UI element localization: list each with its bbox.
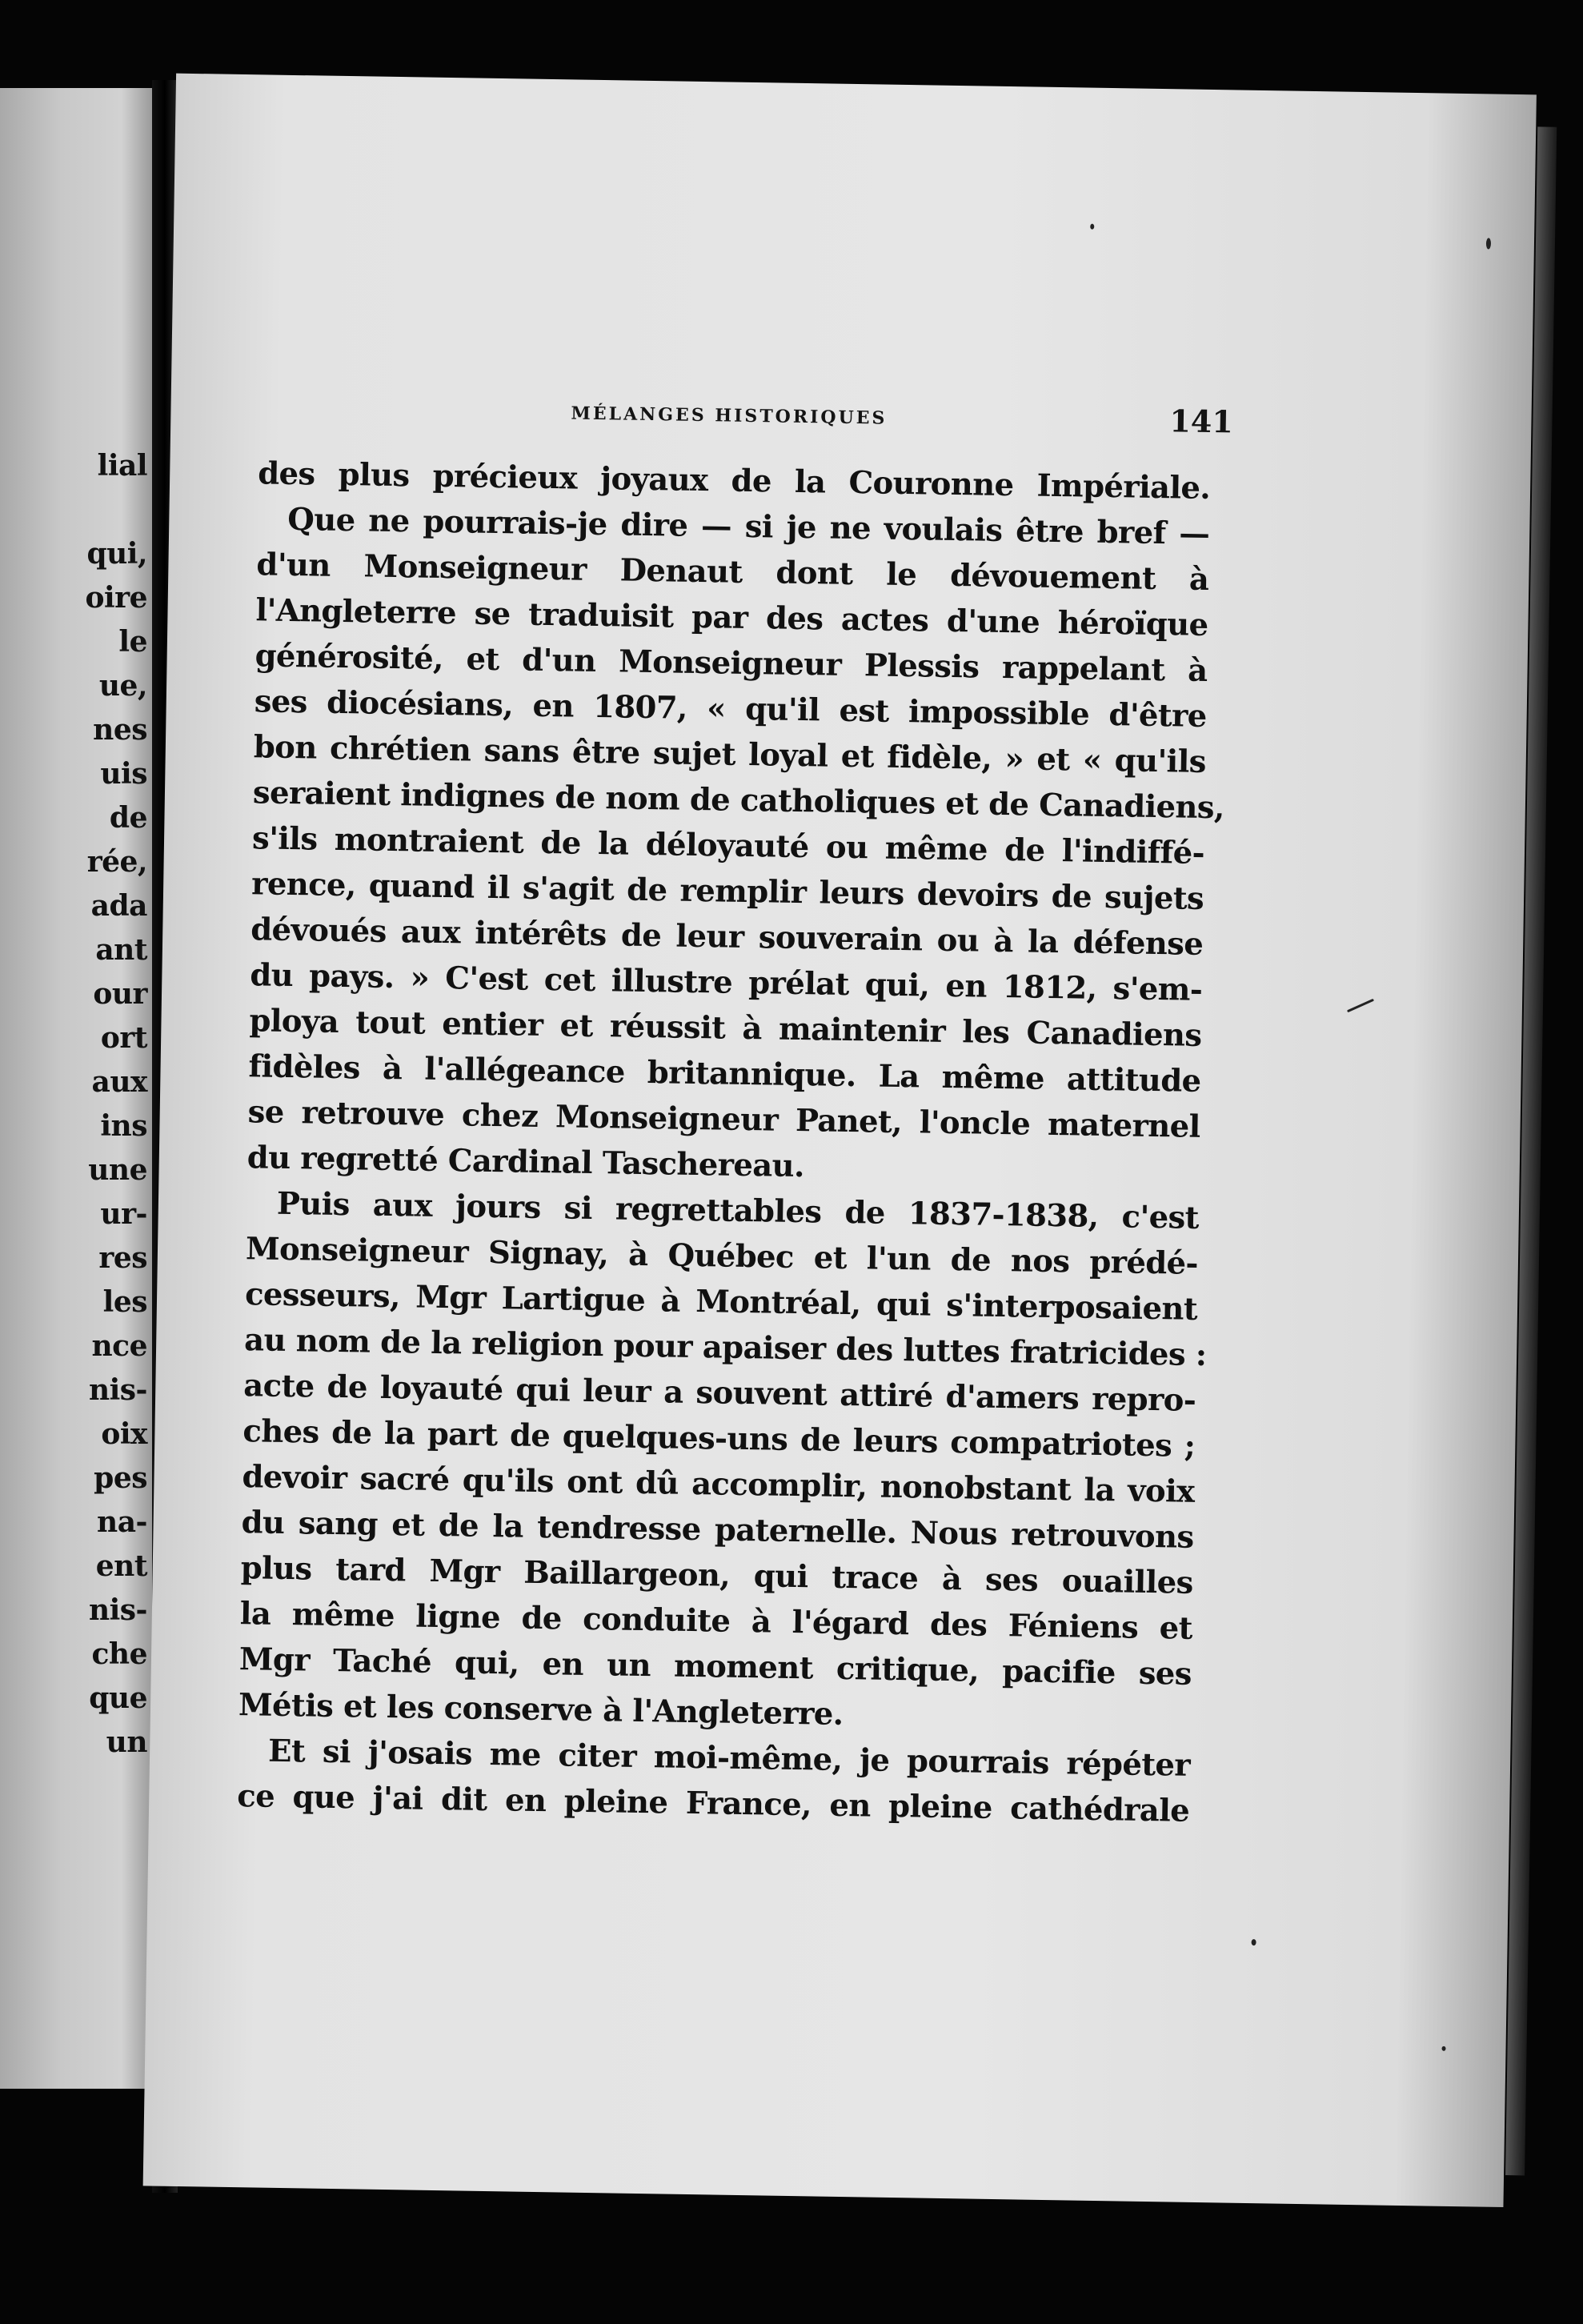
- left-fragment: ada: [90, 889, 147, 923]
- text-line: s'ils montraient de la déloyauté ou même de l'indiffé-: [251, 820, 1205, 872]
- left-fragment: uis: [100, 757, 147, 791]
- text-line: la même ligne de conduite à l'égard des Féniens et: [239, 1596, 1193, 1647]
- text-line: seraient indignes de nom de catholiques et de Canadiens,: [252, 775, 1225, 827]
- text-line: du pays. » C'est cet illustre prélat qui, en 1812, s'em-: [250, 957, 1203, 1008]
- text-line: Métis et les conserve à l'Angleterre.: [238, 1687, 844, 1733]
- scan-speck: [1486, 238, 1491, 249]
- text-line: ce que j'ai dit en pleine France, en pleine cathédrale: [236, 1778, 1190, 1829]
- body-text: [236, 451, 1225, 1833]
- scan-speck: [1090, 224, 1094, 230]
- left-fragment: na-: [97, 1505, 147, 1539]
- left-fragment: que: [89, 1681, 147, 1715]
- left-fragment: nis-: [88, 1593, 147, 1627]
- left-page-edge: [0, 88, 152, 2089]
- text-line: plus tard Mgr Baillargeon, qui trace à ses ouailles: [240, 1550, 1193, 1601]
- text-line: devoir sacré qu'ils ont dû accomplir, nonobstant la voix: [242, 1459, 1195, 1510]
- text-line: du regretté Cardinal Taschereau.: [246, 1140, 805, 1185]
- text-line: bon chrétien sans être sujet loyal et fidèle, » et « qu'ils: [253, 729, 1207, 780]
- text-line: l'Angleterre se traduisit par des actes d'une héroïque: [255, 592, 1208, 643]
- left-fragment: nes: [93, 713, 147, 747]
- text-line: rence, quand il s'agit de remplir leurs devoirs de sujets: [250, 866, 1204, 917]
- text-line: Puis aux jours si regrettables de 1837-1838, c'est: [276, 1185, 1200, 1236]
- text-line: Monseigneur Signay, à Québec et l'un de nos prédé-: [245, 1231, 1199, 1282]
- text-line: d'un Monseigneur Denaut dont le dévouement à: [256, 547, 1209, 598]
- left-fragment: ue,: [98, 669, 147, 703]
- left-fragment: qui,: [86, 537, 147, 571]
- text-line: ches de la part de quelques-uns de leurs compatriotes ;: [242, 1413, 1196, 1465]
- text-line: générosité, et d'un Monseigneur Plessis rappelant à: [254, 638, 1208, 689]
- text-line: Mgr Taché qui, en un moment critique, pacifie ses: [238, 1641, 1192, 1693]
- left-fragment: une: [88, 1153, 147, 1187]
- left-fragment: ur-: [100, 1197, 147, 1231]
- text-line: au nom de la religion pour apaiser des luttes fratricides :: [243, 1322, 1207, 1374]
- left-fragment: de: [109, 801, 147, 835]
- text-line: dévoués aux intérêts de leur souverain ou à la défense: [250, 912, 1204, 963]
- left-fragment: pes: [94, 1461, 147, 1495]
- left-fragment: our: [93, 977, 147, 1011]
- left-fragment: ant: [95, 933, 147, 967]
- text-line: Et si j'osais me citer moi-même, je pourrais répéter: [267, 1733, 1191, 1784]
- scan-speck: [1252, 1939, 1256, 1945]
- text-line: cesseurs, Mgr Lartigue à Montréal, qui s'interposaient: [244, 1276, 1198, 1328]
- right-page: [143, 74, 1537, 2207]
- left-fragment: aux: [91, 1065, 147, 1099]
- left-fragment: res: [98, 1241, 147, 1275]
- scan-speck: [1441, 2046, 1445, 2051]
- left-fragment: ort: [100, 1021, 147, 1055]
- left-fragment: ent: [95, 1549, 147, 1583]
- text-line: ses diocésians, en 1807, « qu'il est impossible d'être: [254, 683, 1207, 735]
- left-fragment: les: [102, 1285, 147, 1319]
- text-line: des plus précieux joyaux de la Couronne Impériale.: [257, 455, 1211, 507]
- text-line: ploya tout entier et réussit à maintenir les Canadiens: [249, 1003, 1202, 1054]
- left-fragment: oire: [85, 581, 147, 615]
- left-fragment: le: [118, 625, 147, 659]
- left-fragment: lial: [97, 449, 147, 483]
- scan-speck: [1347, 999, 1374, 1012]
- left-fragment: rée,: [86, 845, 147, 879]
- left-fragment: oix: [101, 1417, 147, 1451]
- page-edge-shadow: [1505, 126, 1557, 2175]
- left-fragment: che: [91, 1637, 147, 1671]
- running-head: MÉLANGES HISTORIQUES: [571, 403, 888, 429]
- left-fragment: nis-: [88, 1373, 147, 1407]
- left-fragment: un: [106, 1725, 147, 1759]
- left-fragment: ins: [100, 1109, 147, 1143]
- text-line: acte de loyauté qui leur a souvent attiré d'amers repro-: [243, 1368, 1196, 1419]
- text-line: se retrouve chez Monseigneur Panet, l'oncle maternel: [247, 1094, 1200, 1145]
- page-number: 141: [1169, 403, 1234, 440]
- text-line: Que ne pourrais-je dire — si je ne voulais être bref —: [287, 501, 1210, 552]
- text-line: fidèles à l'allégeance britannique. La même attitude: [248, 1048, 1201, 1100]
- text-line: du sang et de la tendresse paternelle. Nous retrouvons: [241, 1505, 1194, 1556]
- left-page-text-fragments: [85, 444, 147, 1765]
- left-fragment: nce: [91, 1329, 147, 1363]
